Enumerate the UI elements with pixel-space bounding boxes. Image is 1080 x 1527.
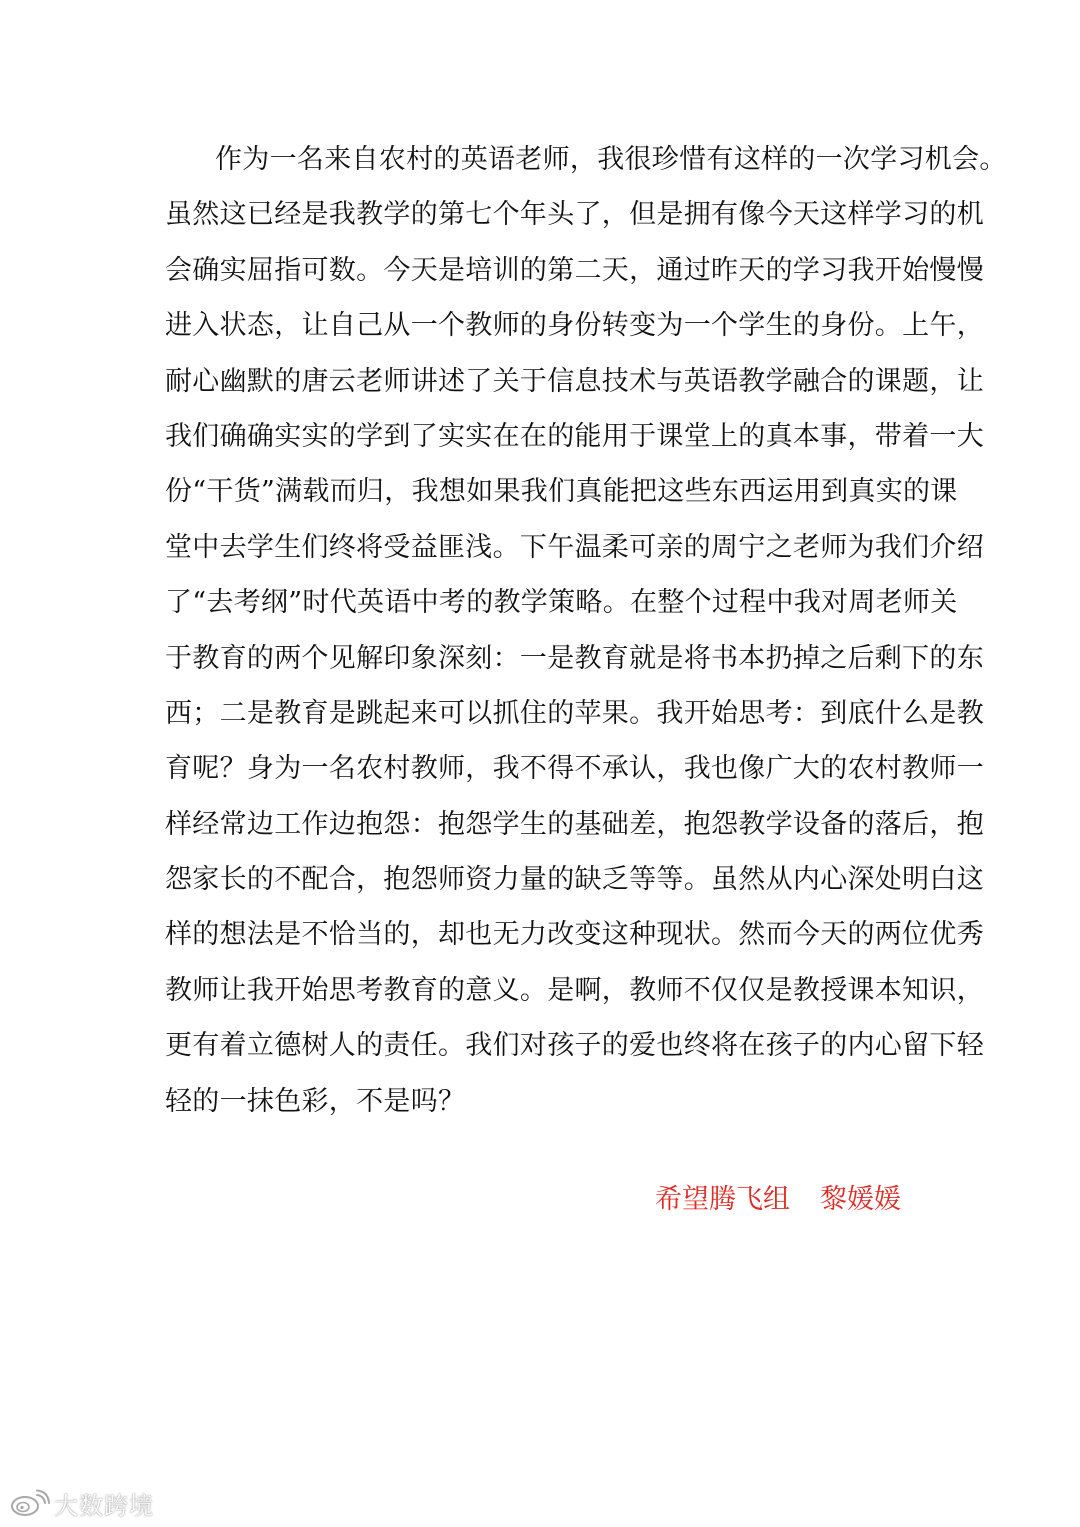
paragraph-line: 样经常边工作边抱怨：抱怨学生的基础差，抱怨教学设备的落后，抱 bbox=[165, 808, 984, 840]
watermark bbox=[10, 1488, 154, 1518]
paragraph-line: 会确实屈指可数。今天是培训的第二天，通过昨天的学习我开始慢慢 bbox=[165, 254, 984, 286]
weibo-logo-icon bbox=[10, 1489, 50, 1517]
watermark-text: 大数跨境 bbox=[54, 1491, 154, 1520]
signature bbox=[655, 1178, 901, 1222]
paragraph-line: 西；二是教育是跳起来可以抓住的苹果。我开始思考：到底什么是教 bbox=[165, 697, 984, 729]
paragraph-line: 虽然这已经是我教学的第七个年头了，但是拥有像今天这样学习的机 bbox=[165, 199, 984, 231]
paragraph-line: 堂中去学生们终将受益匪浅。下午温柔可亲的周宁之老师为我们介绍 bbox=[165, 531, 984, 563]
paragraph-line: 育呢？身为一名农村教师，我不得不承认，我也像广大的农村教师一 bbox=[165, 753, 984, 785]
paragraph-line: 教师让我开始思考教育的意义。是啊，教师不仅仅是教授课本知识， bbox=[165, 974, 984, 1006]
paragraph-line: 作为一名来自农村的英语老师，我很珍惜有这样的一次学习机会。 bbox=[215, 144, 1007, 175]
paragraph-line: 轻的一抹色彩，不是吗？ bbox=[165, 1085, 466, 1117]
body-paragraph bbox=[165, 138, 1007, 1135]
paragraph-line: 怨家长的不配合，抱怨师资力量的缺乏等等。虽然从内心深处明白这 bbox=[165, 864, 984, 896]
paragraph-line: 进入状态，让自己从一个教师的身份转变为一个学生的身份。上午， bbox=[165, 310, 984, 342]
paragraph-line: 我们确确实实的学到了实实在在的能用于课堂上的真本事，带着一大 bbox=[165, 420, 984, 452]
signature-author: 黎媛媛 bbox=[820, 1184, 901, 1215]
paragraph-line: 于教育的两个见解印象深刻：一是教育就是将书本扔掉之后剩下的东 bbox=[165, 642, 984, 674]
paragraph-line: 耐心幽默的唐云老师讲述了关于信息技术与英语教学融合的课题，让 bbox=[165, 365, 984, 397]
paragraph-line: 份“干货”满载而归，我想如果我们真能把这些东西运用到真实的课 bbox=[165, 476, 958, 508]
paragraph-line: 更有着立德树人的责任。我们对孩子的爱也终将在孩子的内心留下轻 bbox=[165, 1030, 984, 1062]
paragraph-line: 了“去考纲”时代英语中考的教学策略。在整个过程中我对周老师关 bbox=[165, 587, 958, 619]
signature-group: 希望腾飞组 bbox=[655, 1184, 790, 1215]
paragraph-line: 样的想法是不恰当的，却也无力改变这种现状。然而今天的两位优秀 bbox=[165, 919, 984, 951]
